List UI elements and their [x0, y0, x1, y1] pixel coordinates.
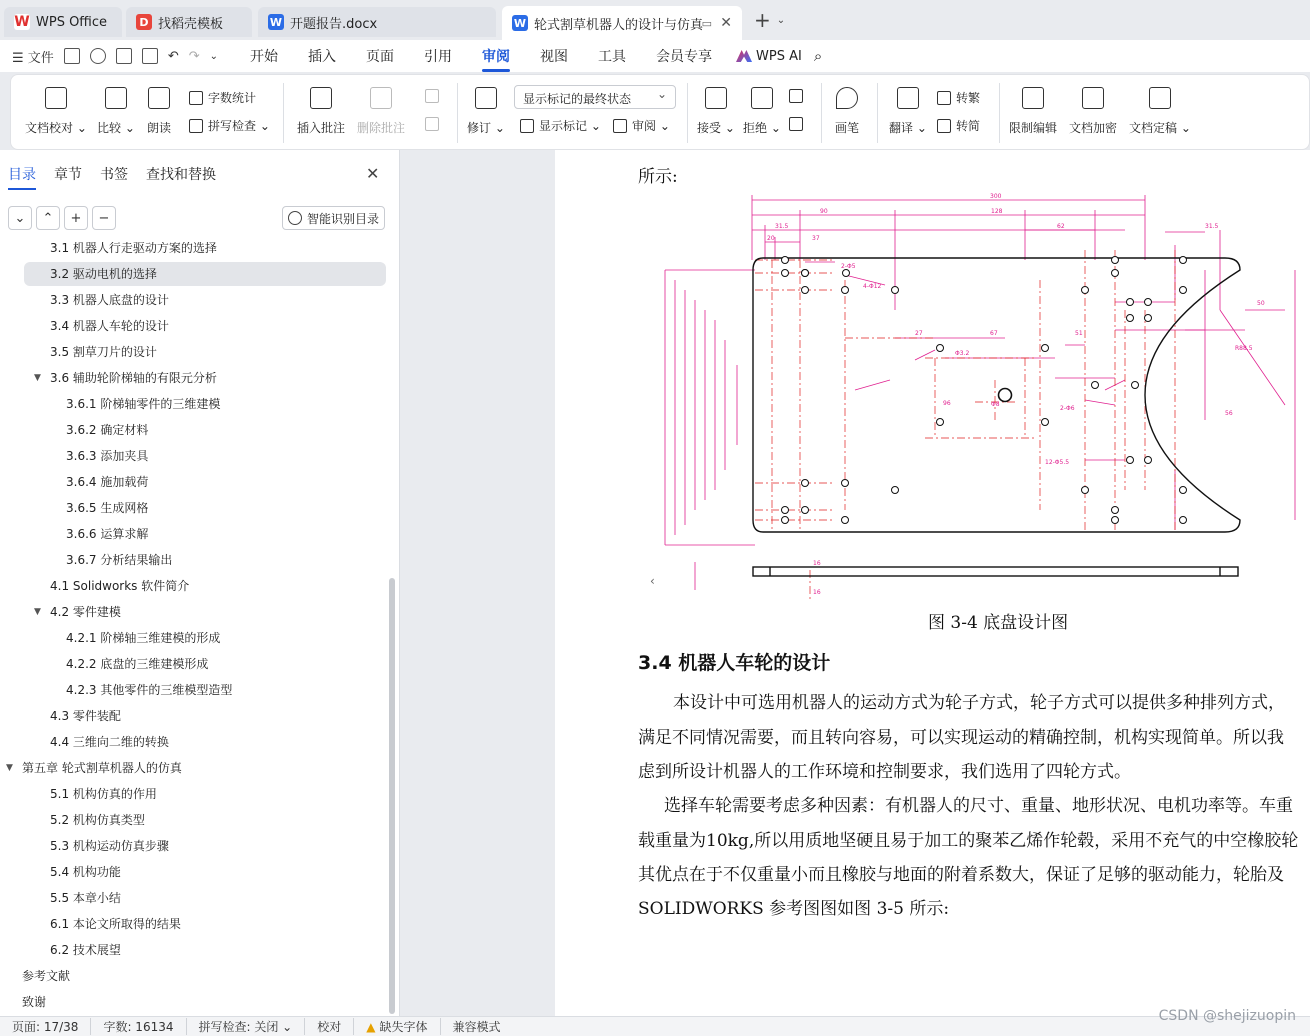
menu-tab-page[interactable]: 页面 — [366, 49, 395, 65]
finalize-button[interactable]: 文档定稿 ⌄ — [1129, 75, 1191, 151]
file-menu[interactable]: ☰ 文件 — [12, 50, 54, 66]
compare-icon — [105, 87, 127, 109]
close-icon[interactable]: ✕ — [366, 164, 380, 183]
hole-mark — [1042, 345, 1049, 352]
hole-mark — [1127, 457, 1134, 464]
toc-item[interactable]: 3.6.3 添加夹具 — [66, 449, 149, 463]
hole-mark — [802, 480, 809, 487]
close-icon[interactable]: ✕ — [720, 15, 732, 31]
hole-mark — [892, 487, 899, 494]
hole-mark — [1145, 457, 1152, 464]
dimension-label: R88.5 — [1235, 345, 1253, 352]
ribbon-toolbar — [10, 74, 1310, 150]
dimension-label: 31.5 — [1205, 223, 1219, 230]
hole-mark — [1180, 487, 1187, 494]
read-aloud-button[interactable]: 朗读 — [147, 75, 171, 151]
toc-item[interactable]: 5.5 本章小结 — [50, 891, 121, 905]
hole-mark — [1145, 315, 1152, 322]
doc-check-button[interactable]: 文档校对 ⌄ — [25, 75, 87, 151]
lock-doc-icon — [1022, 87, 1044, 109]
markup-mode-select[interactable]: 显示标记的最终状态 ⌄ — [514, 85, 676, 109]
toc-item[interactable]: 3.6.6 运算求解 — [66, 527, 149, 541]
export-icon[interactable] — [90, 48, 106, 64]
delete-comment-button[interactable]: 删除批注 — [357, 75, 405, 151]
prev-change-icon — [789, 89, 803, 103]
comment-add-icon — [310, 87, 332, 109]
simplified-icon — [937, 119, 951, 133]
hamburger-icon: ☰ — [12, 50, 28, 66]
docer-icon: D — [136, 14, 152, 30]
dimension-label: Φ8 — [991, 401, 1000, 408]
hole-mark — [1092, 382, 1099, 389]
hole-mark — [843, 270, 850, 277]
nav-tab-bookmarks[interactable]: 书签 — [100, 167, 128, 183]
nav-tab-chapters[interactable]: 章节 — [54, 167, 82, 183]
toc-item[interactable]: 3.6.7 分析结果输出 — [66, 553, 173, 567]
toc-item[interactable]: 4.4 三维向二维的转换 — [50, 735, 169, 749]
toc-item[interactable]: 4.1 Solidworks 软件简介 — [50, 579, 190, 593]
tab-docer-templates[interactable] — [126, 7, 252, 37]
dimension-label: 27 — [915, 330, 923, 337]
toc-item[interactable]: 3.4 机器人车轮的设计 — [50, 319, 169, 333]
to-traditional-button[interactable]: 转繁 — [937, 89, 980, 106]
dimension-label: 16 — [813, 560, 821, 567]
pen-button[interactable]: 画笔 — [835, 75, 859, 151]
translate-icon — [897, 87, 919, 109]
traditional-icon — [937, 91, 951, 105]
menu-tab-references[interactable]: 引用 — [424, 49, 453, 65]
reject-icon — [751, 87, 773, 109]
hole-mark — [782, 270, 789, 277]
menu-tab-review[interactable]: 审阅 — [482, 40, 510, 72]
ribbon-divider — [821, 83, 822, 143]
menu-tab-view[interactable]: 视图 — [540, 49, 569, 65]
toc-item[interactable]: 3.6.5 生成网格 — [66, 501, 149, 515]
finalize-doc-icon — [1149, 87, 1171, 109]
toc-item[interactable]: 5.2 机构仿真类型 — [50, 813, 145, 827]
hole-mark — [802, 287, 809, 294]
dimension-label: 300 — [990, 193, 1002, 200]
dimension-label: 62 — [1057, 223, 1065, 230]
expand-all-icon[interactable]: ⌄ — [8, 206, 32, 230]
toc-item[interactable]: 3.6.2 确定材料 — [66, 423, 149, 437]
nav-tab-toc[interactable]: 目录 — [8, 164, 36, 190]
spell-check-status[interactable]: 拼写检查: 关闭 ⌄ — [187, 1018, 306, 1035]
center-hole-mark — [999, 389, 1012, 402]
hole-mark — [802, 507, 809, 514]
body-line: 选择车轮需要考虑多种因素：有机器人的尺寸、重量、地形状况、电机功率等。车重 — [664, 796, 1293, 816]
nav-tab-find-replace[interactable]: 查找和替换 — [146, 167, 216, 183]
dimension-label: 2-Φ5 — [841, 263, 856, 270]
menu-bar — [0, 40, 1310, 72]
proofread-status[interactable]: 校对 — [305, 1018, 354, 1035]
prev-change-button[interactable] — [789, 89, 808, 103]
smart-toc-button[interactable]: 智能识别目录 — [282, 206, 385, 230]
tab-label: 轮式割草机器人的设计与仿真 — [534, 17, 704, 33]
hole-mark — [782, 517, 789, 524]
status-bar — [0, 1016, 1310, 1036]
hole-mark — [1112, 270, 1119, 277]
section-heading: 3.4 机器人车轮的设计 — [638, 652, 831, 674]
undo-icon[interactable]: ↶ — [167, 48, 179, 64]
toc-item[interactable]: 4.2.1 阶梯轴三维建模的形成 — [66, 631, 221, 645]
revise-button[interactable]: 修订 ⌄ — [467, 75, 505, 151]
dimension-label: Φ3.2 — [955, 350, 970, 357]
tab-proposal-docx[interactable] — [258, 7, 496, 37]
scroll-marker-icon: ‹ — [650, 574, 655, 588]
dimension-label: 67 — [990, 330, 998, 337]
ribbon-divider — [687, 83, 688, 143]
compat-mode-status: 兼容模式 — [452, 1020, 501, 1034]
hole-mark — [1145, 299, 1152, 306]
paragraph-tail: 所示: — [638, 167, 678, 187]
tab-label: 找稻壳模板 — [158, 16, 224, 32]
chassis-drawing — [645, 190, 1305, 610]
spell-check-button[interactable]: 拼写检查 ⌄ — [189, 117, 270, 134]
toc-item[interactable]: 4.3 零件装配 — [50, 709, 121, 723]
dimension-label: 51 — [1075, 330, 1083, 337]
save-icon[interactable] — [64, 48, 80, 64]
dimension-label: 128 — [991, 208, 1003, 215]
body-line: SOLIDWORKS 参考图图如图 3-5 所示: — [638, 899, 950, 919]
spell-check-icon — [189, 119, 203, 133]
print-icon[interactable] — [116, 48, 132, 64]
hole-mark — [1132, 382, 1139, 389]
navigation-pane — [0, 150, 400, 1016]
menu-tab-insert[interactable]: 插入 — [308, 49, 337, 65]
dimension-label: 90 — [820, 208, 828, 215]
menu-tab-tools[interactable]: 工具 — [598, 49, 627, 65]
hole-mark — [937, 419, 944, 426]
dimension-label: 12-Φ5.5 — [1045, 459, 1070, 466]
hole-mark — [892, 287, 899, 294]
missing-font-status[interactable]: ▲ 缺失字体 — [354, 1018, 440, 1035]
prev-comment-icon — [425, 89, 439, 103]
toc-item[interactable]: 5.1 机构仿真的作用 — [50, 787, 157, 801]
toc-item[interactable]: 6.2 技术展望 — [50, 943, 121, 957]
hole-mark — [1127, 299, 1134, 306]
next-change-button[interactable] — [789, 117, 808, 131]
hole-mark — [782, 257, 789, 264]
dimension-label: 56 — [1225, 410, 1233, 417]
tab-wps-office[interactable] — [4, 7, 122, 37]
hole-mark — [1112, 257, 1119, 264]
toc-item[interactable]: 4.2.2 底盘的三维建模形成 — [66, 657, 209, 671]
body-line: 其优点在于不仅重量小而且橡胶与地面的附着系数大，保证了足够的驱动能力，轮胎及 — [638, 865, 1284, 885]
word-doc-icon: W — [513, 16, 527, 30]
toc-item[interactable]: 致谢 — [22, 995, 47, 1009]
wps-logo-icon: W — [14, 14, 30, 30]
hole-mark — [1112, 517, 1119, 524]
dimension-label: 50 — [1257, 300, 1265, 307]
next-comment-icon — [425, 117, 439, 131]
body-line: 虑到所设计机器人的工作环境和控制要求，我们选用了四轮方式。 — [638, 762, 1131, 782]
hole-mark — [842, 287, 849, 294]
new-tab-icon[interactable]: + — [754, 8, 771, 32]
hole-mark — [1127, 315, 1134, 322]
toc-item[interactable]: 3.3 机器人底盘的设计 — [50, 293, 169, 307]
toc-item[interactable]: 第五章 轮式割草机器人的仿真 — [22, 761, 182, 775]
add-level-icon[interactable]: + — [64, 206, 88, 230]
word-count-button[interactable]: 字数统计 — [189, 89, 256, 106]
hole-mark — [1180, 257, 1187, 264]
toc-item[interactable]: 参考文献 — [22, 969, 71, 983]
doc-check-icon — [45, 87, 67, 109]
toc-item[interactable]: 6.1 本论文所取得的结果 — [50, 917, 181, 931]
hole-mark — [1042, 419, 1049, 426]
show-markup-icon — [520, 119, 534, 133]
dimension-label: 31.5 — [775, 223, 789, 230]
remove-level-icon[interactable]: − — [92, 206, 116, 230]
dimension-label: 4-Φ12 — [863, 283, 882, 290]
dimension-label: 20 — [767, 235, 775, 242]
accept-button[interactable]: 接受 ⌄ — [697, 75, 735, 151]
to-simplified-button[interactable]: 转简 — [937, 117, 980, 134]
toc-item[interactable]: 3.2 驱动电机的选择 — [24, 262, 386, 286]
scrollbar[interactable] — [389, 578, 395, 1014]
hole-mark — [782, 507, 789, 514]
redo-icon[interactable]: ↷ — [188, 48, 200, 64]
dimension-label: 2-Φ6 — [1060, 405, 1075, 412]
word-count-indicator[interactable]: 字数: 16134 — [91, 1018, 186, 1035]
ribbon-divider — [283, 83, 284, 143]
toc-item[interactable]: 4.2 零件建模 — [50, 605, 121, 619]
toc-item[interactable]: 3.5 割草刀片的设计 — [50, 345, 157, 359]
hole-mark — [842, 480, 849, 487]
document-area — [400, 150, 1310, 1016]
menu-tab-member[interactable]: 会员专享 — [656, 49, 713, 65]
hole-mark — [1180, 517, 1187, 524]
hole-mark — [1082, 487, 1089, 494]
dimension-label: 96 — [943, 400, 951, 407]
menu-tab-home[interactable]: 开始 — [250, 49, 279, 65]
watermark: CSDN @shejizuopin — [1158, 1008, 1296, 1024]
page-indicator[interactable]: 页面: 17/38 — [0, 1018, 91, 1035]
accept-icon — [705, 87, 727, 109]
compare-button[interactable]: 比较 ⌄ — [97, 75, 135, 151]
collapse-all-icon[interactable]: ⌃ — [36, 206, 60, 230]
toc-item[interactable]: 5.3 机构运动仿真步骤 — [50, 839, 169, 853]
restrict-edit-button[interactable]: 限制编辑 — [1009, 75, 1057, 151]
hole-mark — [1082, 287, 1089, 294]
reject-button[interactable]: 拒绝 ⌄ — [743, 75, 781, 151]
figure-caption: 图 3-4 底盘设计图 — [928, 613, 1069, 633]
document-page — [555, 150, 1310, 1016]
print-preview-icon[interactable] — [142, 48, 158, 64]
wps-ai-logo-icon — [736, 50, 752, 62]
warning-icon: ▲ — [366, 1020, 376, 1034]
hole-mark — [1112, 507, 1119, 514]
monitor-icon[interactable]: ▭ — [701, 16, 712, 30]
next-change-icon — [789, 117, 803, 131]
chevron-down-icon[interactable]: ⌄ — [776, 14, 786, 26]
word-doc-icon: W — [269, 15, 283, 29]
expand-caret-icon[interactable]: ▼ — [6, 763, 13, 773]
comment-delete-icon — [370, 87, 392, 109]
hole-mark — [802, 270, 809, 277]
revise-icon — [475, 87, 497, 109]
review-pane-button[interactable]: 审阅 ⌄ — [613, 117, 670, 134]
wps-ai-button[interactable]: WPS AI ⌕ — [736, 47, 822, 65]
tab-current-document[interactable] — [502, 6, 742, 40]
chevron-down-icon[interactable]: ⌄ — [209, 50, 219, 62]
insert-comment-button[interactable]: 插入批注 — [297, 75, 345, 151]
tab-label: WPS Office — [36, 14, 108, 30]
hole-mark — [937, 345, 944, 352]
translate-button[interactable]: 翻译 ⌄ — [889, 75, 927, 151]
body-line: 本设计中可选用机器人的运动方式为轮子方式，轮子方式可以提供多种排列方式， — [673, 693, 1285, 713]
review-pane-icon — [613, 119, 627, 133]
toc-item[interactable]: 3.6.4 施加载荷 — [66, 475, 149, 489]
next-comment-button[interactable] — [425, 117, 444, 131]
pen-icon — [836, 87, 858, 109]
toc-item[interactable]: 3.6.1 阶梯轴零件的三维建模 — [66, 397, 221, 411]
tab-bar — [0, 0, 1310, 40]
word-count-icon — [189, 91, 203, 105]
toc-item[interactable]: 5.4 机构功能 — [50, 865, 121, 879]
expand-caret-icon[interactable]: ▼ — [34, 607, 41, 617]
hole-mark — [842, 517, 849, 524]
toc-item[interactable]: 3.1 机器人行走驱动方案的选择 — [50, 242, 217, 255]
show-markup-button[interactable]: 显示标记 ⌄ — [520, 117, 601, 134]
expand-caret-icon[interactable]: ▼ — [34, 373, 41, 383]
dimension-label: 16 — [813, 589, 821, 596]
body-line: 载重量为10kg,所以用质地坚硬且易于加工的聚苯乙烯作轮毂，采用不充气的中空橡胶轮 — [638, 831, 1299, 851]
encrypt-button[interactable]: 文档加密 — [1069, 75, 1117, 151]
prev-comment-button[interactable] — [425, 89, 444, 103]
ribbon-divider — [999, 83, 1000, 143]
toc-item[interactable]: 4.2.3 其他零件的三维模型造型 — [66, 683, 233, 697]
toc-item[interactable]: 3.6 辅助轮阶梯轴的有限元分析 — [50, 371, 217, 385]
hole-mark — [1180, 287, 1187, 294]
ribbon-divider — [877, 83, 878, 143]
read-aloud-icon — [148, 87, 170, 109]
tab-label: 开题报告.docx — [290, 16, 378, 32]
toc-list — [0, 242, 390, 1012]
ribbon-divider — [457, 83, 458, 143]
smart-icon — [288, 211, 302, 225]
dimension-label: 37 — [812, 235, 820, 242]
encrypt-doc-icon — [1082, 87, 1104, 109]
body-line: 满足不同情况需要，而且转向容易，可以实现运动的精确控制，机构实现简单。所以我 — [638, 728, 1284, 748]
search-icon[interactable]: ⌕ — [813, 47, 823, 65]
